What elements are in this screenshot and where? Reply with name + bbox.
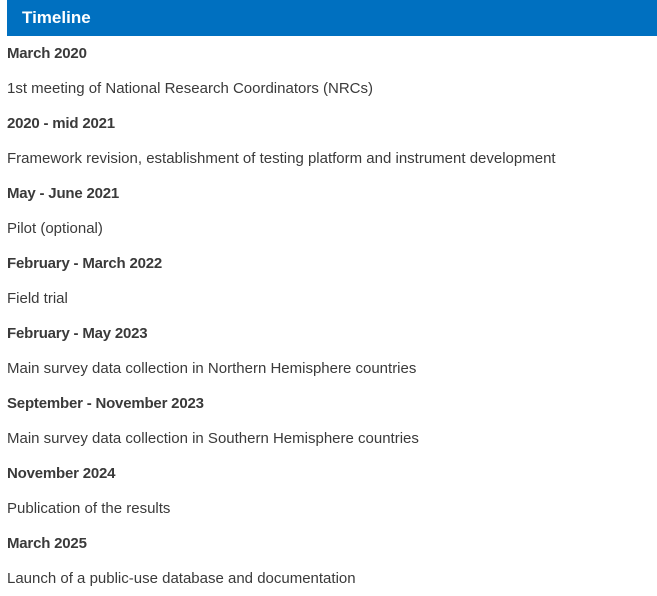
timeline-entry xyxy=(7,36,657,106)
entry-description: Launch of a public-use database and documentation xyxy=(7,570,356,587)
entry-date: May - June 2021 xyxy=(7,185,120,202)
entry-date: February - May 2023 xyxy=(7,325,148,342)
entry-description: Main survey data collection in Northern Hemisphere countries xyxy=(7,360,417,377)
timeline-entry xyxy=(7,176,657,246)
entry-description: Pilot (optional) xyxy=(7,220,103,237)
timeline-section xyxy=(7,0,657,596)
timeline-entry xyxy=(7,456,657,526)
entry-date: March 2025 xyxy=(7,535,87,552)
entry-description: Publication of the results xyxy=(7,500,171,517)
entry-date: 2020 - mid 2021 xyxy=(7,115,115,132)
entry-description: Framework revision, establishment of testing platform and instrument development xyxy=(7,150,556,167)
timeline-entry xyxy=(7,316,657,386)
entry-description: Main survey data collection in Southern Hemisphere countries xyxy=(7,430,419,447)
timeline-entry xyxy=(7,106,657,176)
entry-date: November 2024 xyxy=(7,465,116,482)
timeline-entry xyxy=(7,526,657,596)
timeline-title: Timeline xyxy=(7,0,657,36)
timeline-entry xyxy=(7,386,657,456)
timeline-entry xyxy=(7,246,657,316)
entry-date: September - November 2023 xyxy=(7,395,204,412)
entry-description: Field trial xyxy=(7,290,68,307)
entry-date: March 2020 xyxy=(7,45,87,62)
entry-description: 1st meeting of National Research Coordinators (NRCs) xyxy=(7,80,373,97)
entry-date: February - March 2022 xyxy=(7,255,163,272)
